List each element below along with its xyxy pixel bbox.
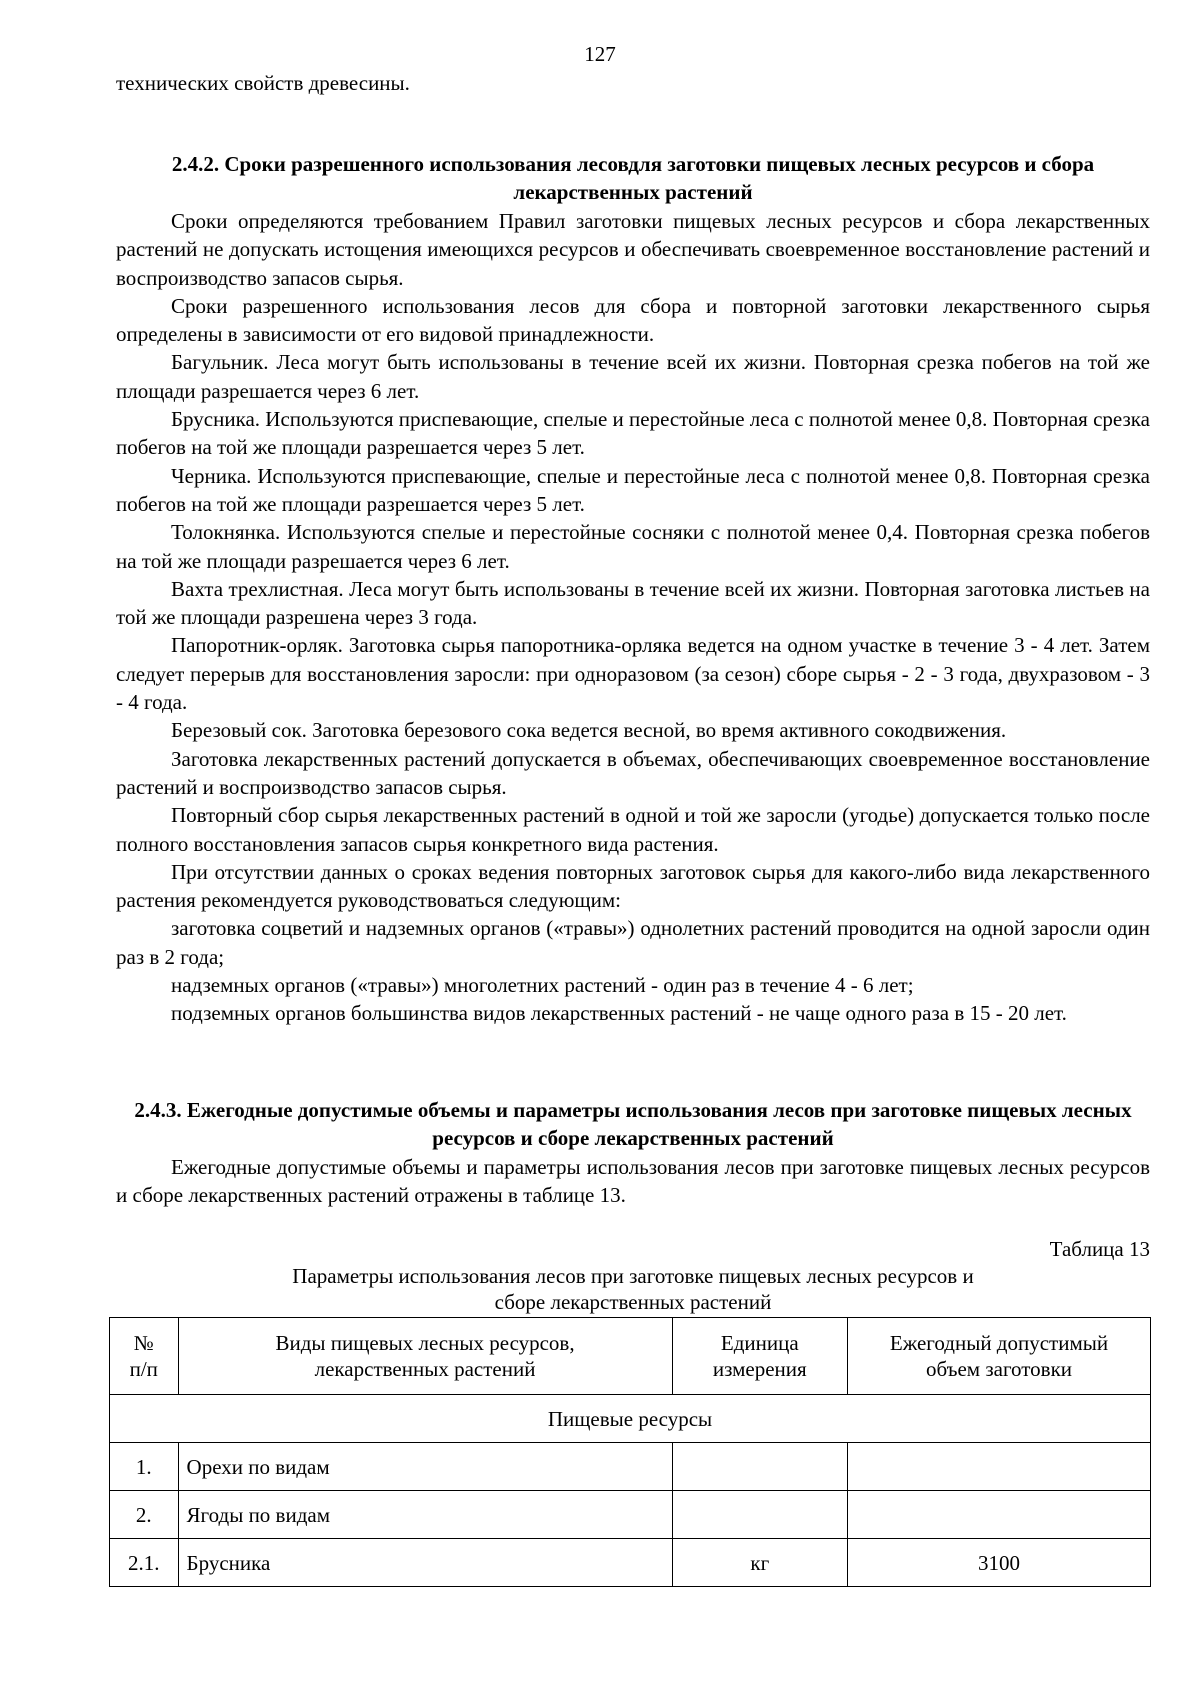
paragraph: При отсутствии данных о сроках ведения повторных заготовок сырья для какого-либо вида лекарственного растения рекомендуется руководствоваться следующим: xyxy=(116,859,1150,913)
cell-volume: 3100 xyxy=(848,1539,1151,1587)
paragraph: заготовка соцветий и надземных органов («травы») однолетних растений проводится на одной заросли один раз в 2 года; xyxy=(116,916,1150,969)
paragraph: Березовый сок. Заготовка березового сока ведется весной, во время активного сокодвижения. xyxy=(171,718,1007,743)
table-header-row xyxy=(110,1318,1151,1395)
paragraph: надземных органов («травы») многолетних растений - один раз в течение 4 - 6 лет; xyxy=(171,973,914,998)
cell-unit xyxy=(672,1443,847,1491)
cell-volume xyxy=(848,1491,1151,1539)
cell-kind: Ягоды по видам xyxy=(178,1491,672,1539)
paragraph: подземных органов большинства видов лекарственных растений - не чаще одного раза в 15 - 20 лет. xyxy=(171,1001,1067,1026)
header-num xyxy=(110,1318,179,1395)
cell-num: 2. xyxy=(110,1491,179,1539)
cell-unit xyxy=(672,1491,847,1539)
section-body-2-4-3 xyxy=(116,1153,1150,1210)
header-kind-line-1: Виды пищевых лесных ресурсов, xyxy=(275,1331,575,1355)
header-unit-line-2: измерения xyxy=(712,1357,807,1381)
header-num-line-2: п/п xyxy=(129,1357,158,1381)
cell-num: 1. xyxy=(110,1443,179,1491)
cell-volume xyxy=(848,1443,1151,1491)
paragraph: Папоротник-орляк. Заготовка сырья папоротника-орляка ведется на одном участке в течение 3 - 4 лет. Затем следует перерыв для восстановления заросли: при одноразовом (за сезон) сборе сырья - 2 - 3 года, двухразовом - 3 - 4 года. xyxy=(116,633,1150,715)
table-row xyxy=(110,1491,1151,1539)
table-caption-line-1: Параметры использования лесов при заготовке пищевых лесных ресурсов и xyxy=(292,1264,974,1288)
section-heading-2-4-3: 2.4.3. Ежегодные допустимые объемы и параметры использования лесов при заготовке пищевых лесных ресурсов и сборе лекарственных растений xyxy=(134,1098,1132,1151)
section-body-2-4-2 xyxy=(116,207,1150,1028)
cell-kind: Брусника xyxy=(178,1539,672,1587)
header-num-line-1: № xyxy=(133,1331,154,1355)
paragraph: Черника. Используются приспевающие, спелые и перестойные леса с полнотой менее 0,8. Повторная срезка побегов на той же площади разрешается через 5 лет. xyxy=(116,463,1150,516)
header-unit xyxy=(672,1318,847,1395)
cell-kind: Орехи по видам xyxy=(178,1443,672,1491)
table-number-label: Таблица 13 xyxy=(1049,1237,1150,1261)
paragraph: Багульник. Леса могут быть использованы в течение всей их жизни. Повторная срезка побегов на той же площади разрешается через 6 лет. xyxy=(116,350,1150,403)
paragraph: Сроки определяются требованием Правил заготовки пищевых лесных ресурсов и сбора лекарственных растений не допускать истощения имеющихся ресурсов и обеспечивать своевременное восстановление растений и воспроизводство запасов сырья. xyxy=(116,209,1150,290)
intro-line xyxy=(116,69,1150,97)
table-13 xyxy=(109,1317,1151,1587)
section-row-label: Пищевые ресурсы xyxy=(110,1395,1151,1443)
table-row xyxy=(110,1443,1151,1491)
header-volume xyxy=(848,1318,1151,1395)
table-row xyxy=(110,1539,1151,1587)
header-unit-line-1: Единица xyxy=(720,1331,799,1355)
paragraph: Ежегодные допустимые объемы и параметры использования лесов при заготовке пищевых лесных ресурсов и сборе лекарственных растений отражены в таблице 13. xyxy=(116,1155,1150,1208)
header-kind xyxy=(178,1318,672,1395)
header-volume-line-1: Ежегодный допустимый xyxy=(889,1331,1109,1355)
paragraph: Заготовка лекарственных растений допускается в объемах, обеспечивающих своевременное восстановление растений и воспроизводство запасов сырья. xyxy=(116,746,1150,799)
paragraph: Толокнянка. Используются спелые и перестойные сосняки с полнотой менее 0,4. Повторная срезка побегов на той же площади разрешается через 6 лет. xyxy=(116,520,1150,573)
paragraph: Брусника. Используются приспевающие, спелые и перестойные леса с полнотой менее 0,8. Повторная срезка побегов на той же площади разрешается через 5 лет. xyxy=(116,407,1150,460)
page-number: 127 xyxy=(584,42,616,66)
cell-num: 2.1. xyxy=(110,1539,179,1587)
section-heading-2-4-2: 2.4.2. Сроки разрешенного использования лесовдля заготовки пищевых лесных ресурсов и сбора лекарственных растений xyxy=(171,152,1095,205)
paragraph: Повторный сбор сырья лекарственных растений в одной и той же заросли (угодье) допускается только после полного восстановления запасов сырья конкретного вида растения. xyxy=(116,803,1150,856)
table-caption-line-2: сборе лекарственных растений xyxy=(494,1290,772,1314)
intro-text: технических свойств древесины. xyxy=(116,71,410,95)
paragraph: Вахта трехлистная. Леса могут быть использованы в течение всей их жизни. Повторная заготовка листьев на той же площади разрешена через 3 года. xyxy=(116,576,1150,630)
paragraph: Сроки разрешенного использования лесов для сбора и повторной заготовки лекарственного сырья определены в зависимости от его видовой принадлежности. xyxy=(116,293,1150,347)
table-caption xyxy=(116,1263,1150,1315)
header-kind-line-2: лекарственных растений xyxy=(314,1357,536,1381)
table-section-row xyxy=(110,1395,1151,1443)
cell-unit: кг xyxy=(672,1539,847,1587)
header-volume-line-2: объем заготовки xyxy=(925,1357,1073,1381)
